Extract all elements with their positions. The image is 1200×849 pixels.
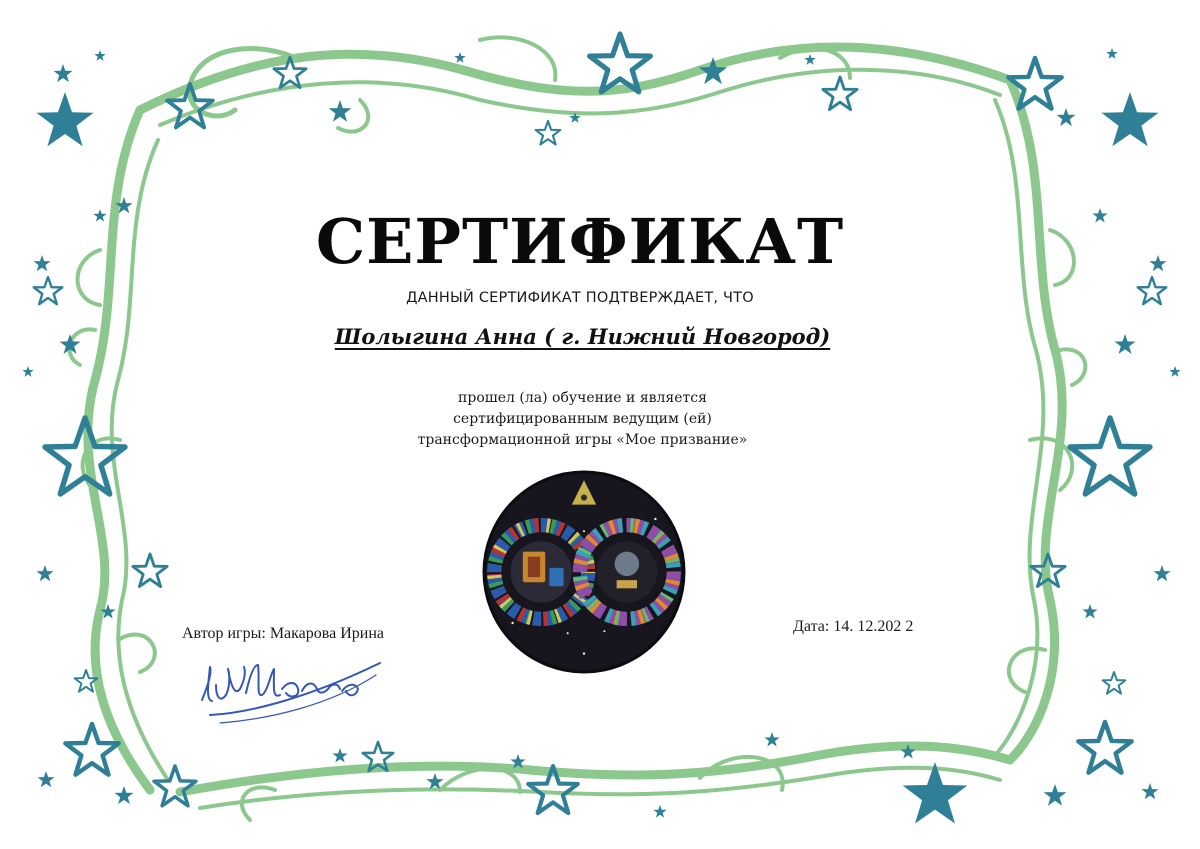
certificate-title: СЕРТИФИКАТ [315,205,845,278]
date-value: 14. 12.202 2 [833,618,914,635]
certificate-body [0,388,1165,451]
body-line: сертифицированным ведущим (ей) [453,411,712,427]
game-board-image [482,470,686,674]
date-field [793,618,913,636]
recipient-name: Шолыгина Анна ( г. Нижний Новгород) [334,324,831,349]
certificate-subtitle: ДАННЫЙ СЕРТИФИКАТ ПОДТВЕРЖДАЕТ, ЧТО [406,290,754,306]
game-author: Автор игры: Макарова Ирина [182,625,384,642]
signature-icon [190,645,390,735]
date-label: Дата: [793,618,830,635]
body-line: прошел (ла) обучение и является [458,390,707,406]
body-line: трансформационной игры «Мое призвание» [417,432,748,448]
